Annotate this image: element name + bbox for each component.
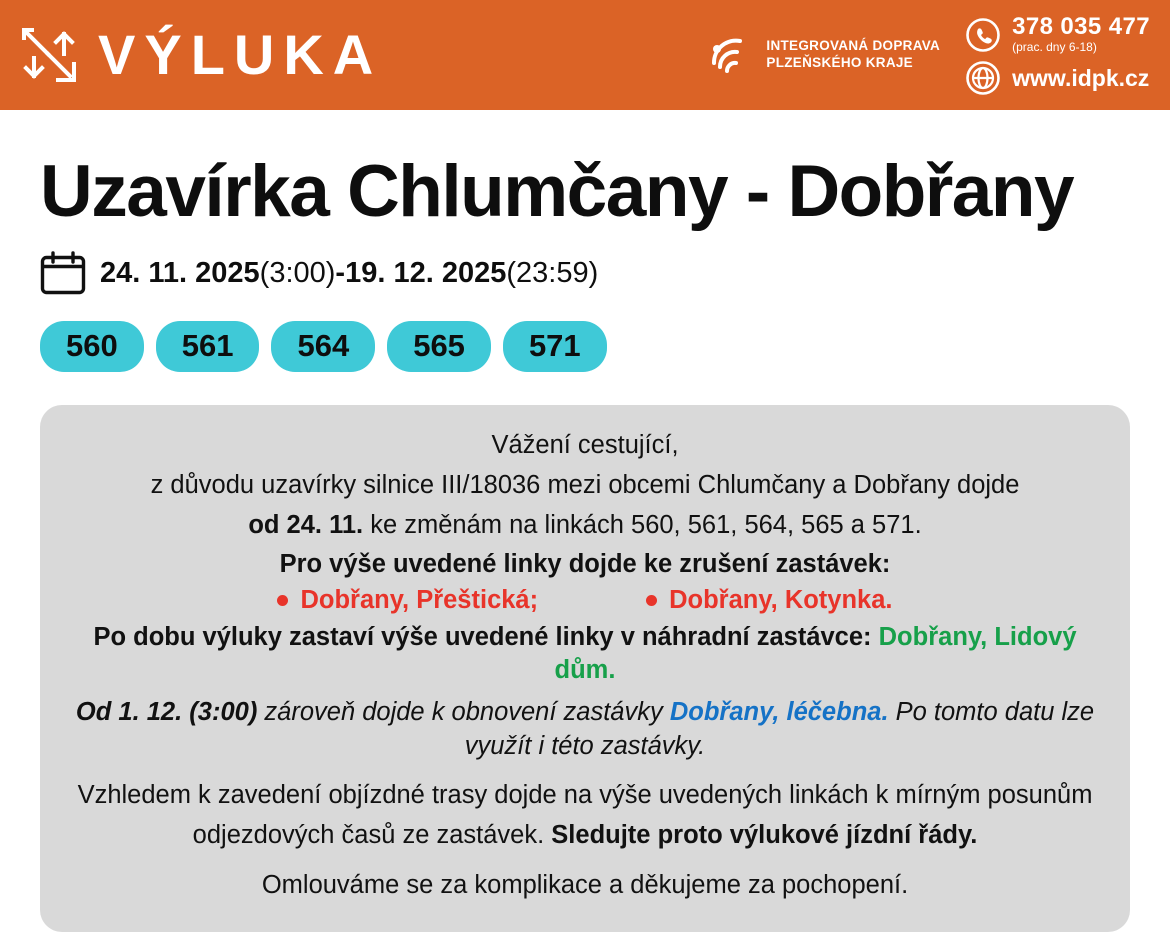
detour-line-2-text: odjezdových časů ze zastávek.	[192, 821, 545, 850]
reason-date-bold: od 24. 11.	[248, 510, 364, 539]
detour-arrows-icon	[18, 24, 80, 86]
date-to: 19. 12. 2025	[345, 256, 507, 289]
info-panel	[40, 405, 1130, 932]
replacement-stop-name: Dobřany, Lidový dům.	[554, 622, 1077, 685]
bullet-dot-icon	[277, 595, 288, 606]
calendar-icon	[40, 251, 86, 295]
reason-line-2	[68, 509, 1102, 543]
page-header	[0, 0, 1170, 110]
cancelled-stops-list	[68, 586, 1102, 615]
greeting-text: Vážení cestující,	[491, 431, 679, 460]
idpk-name	[766, 38, 940, 72]
affected-lines	[40, 321, 1130, 372]
header-contacts	[704, 12, 1150, 95]
header-branding	[18, 24, 382, 86]
time-to: (23:59)	[506, 256, 599, 289]
replacement-stop-line	[68, 621, 1102, 688]
cancelled-stop-label: Dobřany, Přeštická;	[300, 585, 539, 614]
line-badge: 561	[156, 321, 260, 372]
note-stop-name: Dobřany, léčebna.	[669, 698, 889, 727]
line-badge: 564	[271, 321, 375, 372]
page-title: Uzavírka Chlumčany - Dobřany	[40, 151, 1074, 232]
phone-number: 378 035 477	[1012, 12, 1150, 40]
reason-line-1: z důvodu uzavírky silnice III/18036 mezi obcemi Chlumčany a Dobřany dojde	[150, 470, 1020, 499]
validity-period	[40, 251, 1130, 295]
cancel-heading: Pro výše uvedené linky dojde ke zrušení zastávek:	[279, 550, 891, 579]
validity-text	[100, 256, 599, 289]
reason-rest: ke změnám na linkách 560, 561, 564, 565 a 571.	[370, 510, 922, 539]
note-middle: zároveň dojde k obnovení zastávky	[264, 698, 663, 727]
idpk-name-line2: PLZEŇSKÉHO KRAJE	[766, 55, 913, 70]
list-item	[277, 586, 538, 615]
bullet-dot-icon	[646, 595, 657, 606]
time-from: (3:00)	[259, 256, 336, 289]
cancelled-stop-label: Dobřany, Kotynka.	[669, 585, 893, 614]
apology-text: Omlouváme se za komplikace a děkujeme za pochopení.	[261, 870, 909, 899]
detour-line-2	[68, 819, 1102, 853]
detour-line-2-bold: Sledujte proto výlukové jízdní řády.	[551, 821, 978, 850]
web-address: www.idpk.cz	[1012, 64, 1150, 91]
phone-hours-note: (prac. dny 6-18)	[1012, 39, 1097, 54]
line-badge: 571	[503, 321, 607, 372]
web-row	[966, 61, 1150, 95]
replacement-prefix: Po dobu výluky zastaví výše uvedené linky v náhradní zastávce:	[93, 622, 872, 651]
contact-block	[966, 12, 1150, 95]
idpk-branding	[704, 29, 940, 81]
header-title: VÝLUKA	[98, 23, 383, 86]
list-item	[646, 586, 892, 615]
detour-line-1: Vzhledem k zavedení objízdné trasy dojde na výše uvedených linkách k mírným posunům	[77, 781, 1093, 810]
idpk-name-line1: INTEGROVANÁ DOPRAVA	[766, 38, 941, 54]
date-separator: -	[335, 256, 346, 289]
phone-row	[966, 12, 1150, 54]
date-from: 24. 11. 2025	[100, 256, 260, 289]
line-badge: 560	[40, 321, 144, 372]
reopened-stop-note	[68, 696, 1102, 763]
note-date: Od 1. 12. (3:00)	[75, 698, 258, 727]
line-badge: 565	[387, 321, 491, 372]
idpk-logo-icon	[704, 29, 756, 81]
phone-icon	[966, 18, 1000, 52]
note-suffix: Po tomto datu lze využít i této zastávky.	[464, 698, 1095, 760]
notice-body	[0, 110, 1170, 932]
globe-icon	[966, 61, 1000, 95]
